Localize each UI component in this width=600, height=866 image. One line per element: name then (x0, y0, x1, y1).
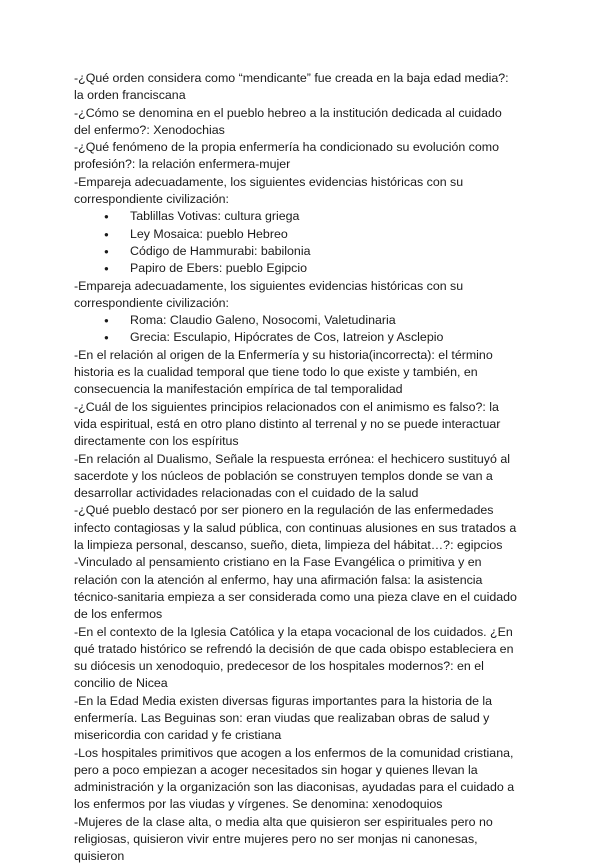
question-paragraph: -Empareja adecuadamente, los siguientes evidencias históricas con su correspondiente civilización: (74, 278, 464, 310)
question-paragraph: -Mujeres de la clase alta, o media alta que quisieron ser espirituales pero no religiosas, quisieron vivir entre mujeres pero no ser monjas ni canonesas, quisieron (74, 814, 493, 864)
question-paragraph: -¿Qué orden considera como “mendicante” fue creada en la baja edad media?: la orden franciscana (74, 71, 509, 103)
question-paragraph: -En el relación al origen de la Enfermería y su historia(incorrecta): el término historia es la cualidad temporal que tiene todo lo que existe y también, en consecuencia la manifestación empírica de tal temporalidad (74, 347, 493, 397)
question-paragraph: -Los hospitales primitivos que acogen a los enfermos de la comunidad cristiana, pero a poco empiezan a acoger necesitados sin hogar y quienes llevan la administración y la organización son las diaconisas, ayudadas para el cuidado a los enfermos por las viudas y vírgenes. Se denomina: xenodoquios (74, 745, 515, 812)
bullet-item: ● Papiro de Ebers: pueblo Egipcio (116, 260, 518, 277)
bullet-list (74, 208, 518, 277)
question-paragraph: -¿Qué pueblo destacó por ser pionero en la regulación de las enfermedades infecto contagiosas y la salud pública, con continuas alusiones en sus tratados a la limpieza personal, descanso, sueño, dieta, limpieza del hábitat…?: egipcios (74, 503, 517, 553)
question-paragraph: -Vinculado al pensamiento cristiano en la Fase Evangélica o primitiva y en relación con la atención al enfermo, hay una afirmación falsa: la asistencia técnico-sanitaria empieza a ser considerada como una pieza clave en el cuidado de los enfermos (74, 555, 517, 622)
bullet-item: ● Grecia: Esculapio, Hipócrates de Cos, Iatreion y Asclepio (116, 329, 518, 346)
question-paragraph: -En relación al Dualismo, Señale la respuesta errónea: el hechicero sustituyó al sacerdote y los núcleos de población se construyen templos donde se van a desarrollar actividades relacionadas con el cuidado de la salud (74, 451, 510, 501)
question-paragraph: -En la Edad Media existen diversas figuras importantes para la historia de la enfermería. Las Beguinas son: eran viudas que realizaban obras de salud y misericordia con caridad y fe cristiana (74, 693, 493, 743)
bullet-item: ● Ley Mosaica: pueblo Hebreo (116, 226, 518, 243)
question-paragraph: -¿Cuál de los siguientes principios relacionados con el animismo es falso?: la vida espiritual, está en otro plano distinto al terrenal y no se puede interactuar directamente con los espíritus (74, 399, 501, 449)
document-body (74, 70, 518, 866)
question-paragraph: -Empareja adecuadamente, los siguientes evidencias históricas con su correspondiente civilización: (74, 174, 464, 207)
bullet-item: ● Tablillas Votivas: cultura griega (116, 208, 518, 225)
bullet-item: ● Roma: Claudio Galeno, Nosocomi, Valetudinaria (116, 312, 518, 329)
bullet-list (74, 312, 518, 347)
question-paragraph: -¿Cómo se denomina en el pueblo hebreo a la institución dedicada al cuidado del enfermo?: Xenodochias (74, 105, 502, 137)
bullet-item: ● Código de Hammurabi: babilonia (116, 243, 518, 260)
question-paragraph: -En el contexto de la Iglesia Católica y la etapa vocacional de los cuidados. ¿En qué tratado histórico se refrendó la decisión de que cada obispo estableciera en su diócesis un xenodoquio, predecesor de los hospitales modernos?: en el concilio de Nicea (74, 624, 514, 691)
question-paragraph: -¿Qué fenómeno de la propia enfermería ha condicionado su evolución como profesión?: la relación enfermera-mujer (74, 140, 499, 172)
